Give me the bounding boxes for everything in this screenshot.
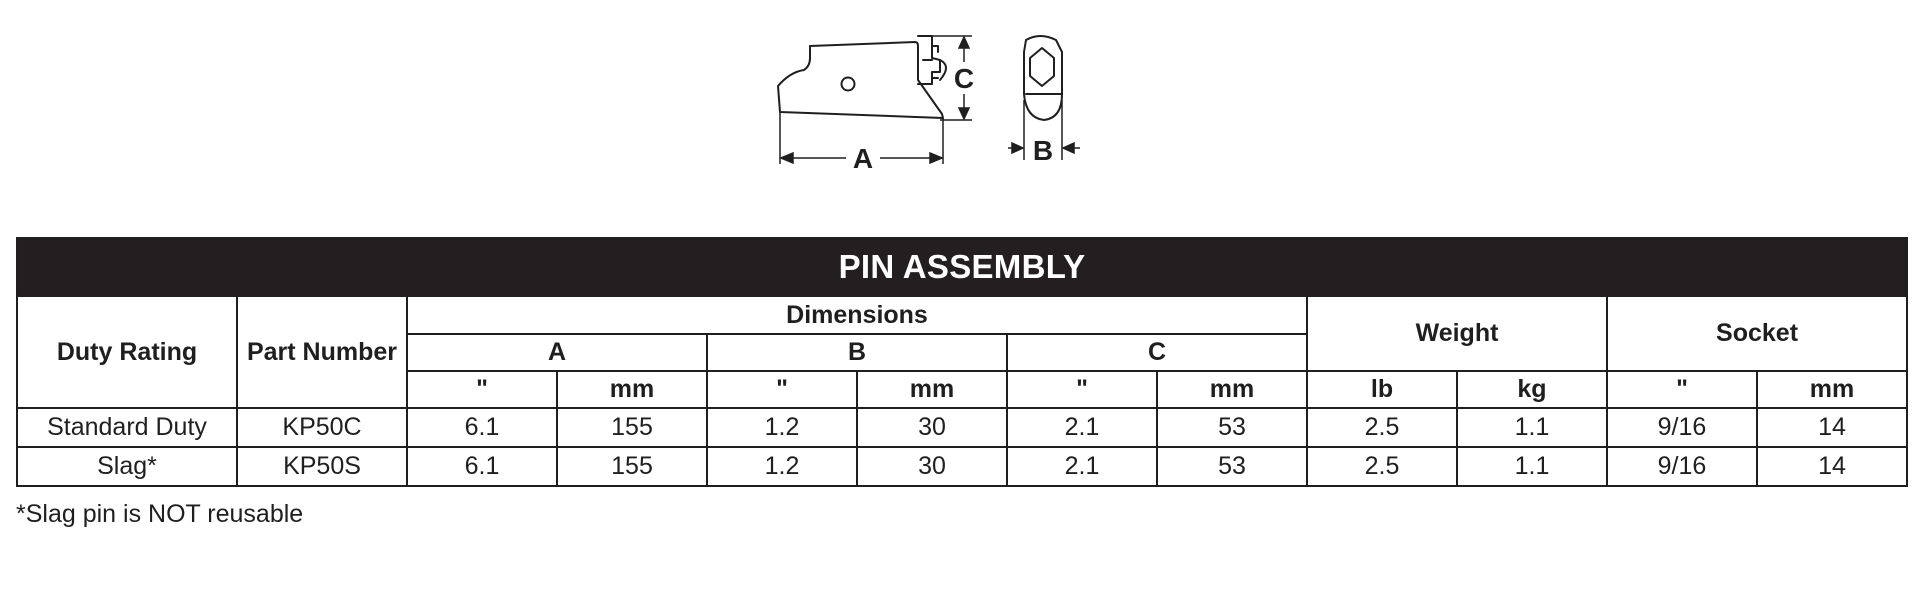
unit-header: ": [1607, 371, 1757, 408]
unit-header: lb: [1307, 371, 1457, 408]
footnote: *Slag pin is NOT reusable: [16, 500, 304, 528]
table-cell: 6.1: [407, 408, 557, 447]
table-cell: 155: [557, 408, 707, 447]
table-row: [17, 408, 1907, 447]
cell-duty-rating: Standard Duty: [17, 408, 237, 447]
unit-header: mm: [1757, 371, 1907, 408]
cell-part-number: KP50S: [237, 447, 407, 486]
table-cell: 1.2: [707, 408, 857, 447]
unit-header: ": [407, 371, 557, 408]
pin-hole: [842, 78, 855, 91]
table-cell: 1.1: [1457, 447, 1607, 486]
pin-side-view: [778, 42, 943, 118]
table-title: PIN ASSEMBLY: [17, 238, 1907, 296]
pin-assembly-table: [16, 237, 1908, 487]
table-cell: 53: [1157, 447, 1307, 486]
table-cell: 53: [1157, 408, 1307, 447]
table-cell: 14: [1757, 447, 1907, 486]
table-cell: 9/16: [1607, 408, 1757, 447]
table-cell: 6.1: [407, 447, 557, 486]
unit-header: mm: [857, 371, 1007, 408]
dimension-label-b: B: [1032, 135, 1054, 166]
table-cell: 1.2: [707, 447, 857, 486]
table-cell: 9/16: [1607, 447, 1757, 486]
table-cell: 2.1: [1007, 408, 1157, 447]
unit-header: ": [707, 371, 857, 408]
header-part-number: Part Number: [237, 296, 407, 408]
header-weight: Weight: [1307, 296, 1607, 371]
header-dim-c: C: [1007, 334, 1307, 371]
dimension-label-a: A: [852, 143, 874, 174]
unit-header: mm: [557, 371, 707, 408]
table-cell: 14: [1757, 408, 1907, 447]
table-cell: 30: [857, 408, 1007, 447]
unit-header: mm: [1157, 371, 1307, 408]
table-cell: 155: [557, 447, 707, 486]
header-duty-rating: Duty Rating: [17, 296, 237, 408]
header-socket: Socket: [1607, 296, 1907, 371]
table-cell: 1.1: [1457, 408, 1607, 447]
unit-header: kg: [1457, 371, 1607, 408]
table-cell: 30: [857, 447, 1007, 486]
header-dimensions: Dimensions: [407, 296, 1307, 334]
header-dim-b: B: [707, 334, 1007, 371]
cell-part-number: KP50C: [237, 408, 407, 447]
table-cell: 2.5: [1307, 447, 1457, 486]
unit-header: ": [1007, 371, 1157, 408]
dimension-label-c: C: [953, 63, 975, 94]
table-row: [17, 447, 1907, 486]
table-cell: 2.5: [1307, 408, 1457, 447]
pin-assembly-diagram: [740, 0, 1160, 190]
table-cell: 2.1: [1007, 447, 1157, 486]
header-dim-a: A: [407, 334, 707, 371]
cell-duty-rating: Slag*: [17, 447, 237, 486]
